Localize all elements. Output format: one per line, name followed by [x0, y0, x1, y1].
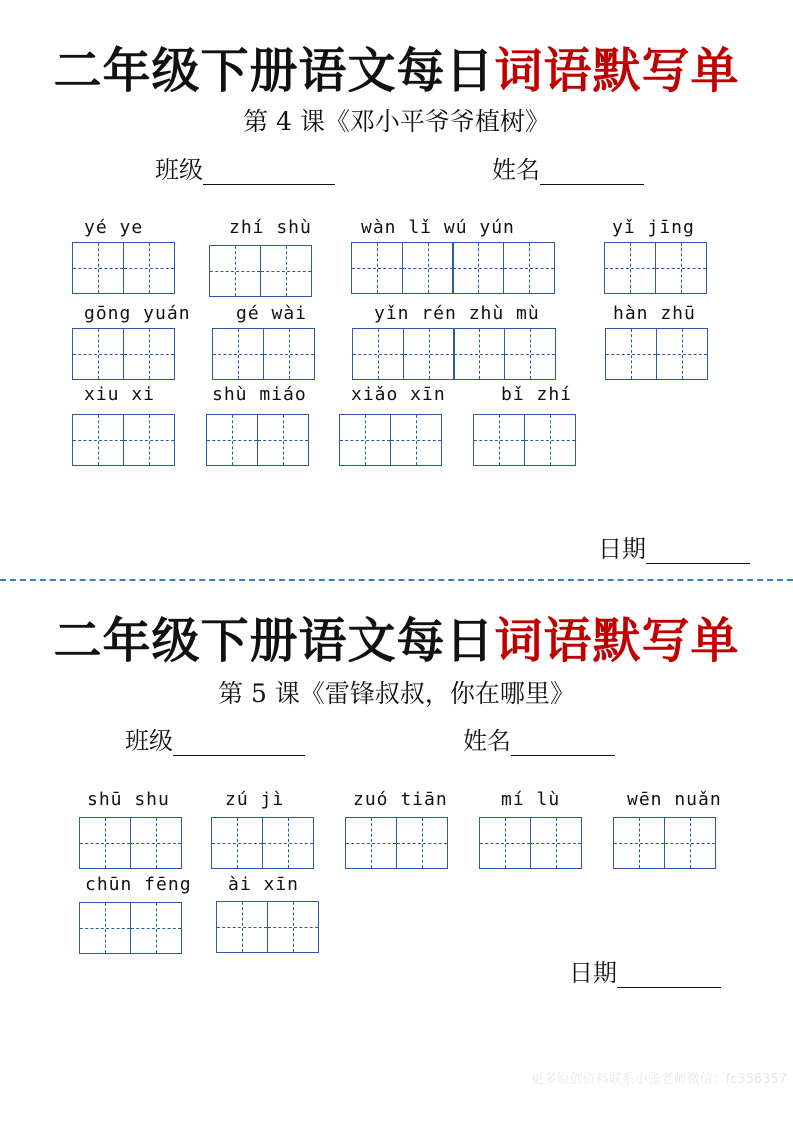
word-pinyin: yǐn rén zhù mù — [374, 303, 540, 324]
word-pinyin: shù miáo — [212, 384, 307, 405]
sheet2-title-red: 词语默写单 — [494, 613, 740, 669]
sheet1-title-black: 二年级下册语文每日 — [53, 43, 495, 99]
sheet2-title-black: 二年级下册语文每日 — [53, 613, 495, 669]
class-label: 班级 — [155, 156, 203, 184]
word-pinyin: gé wài — [236, 303, 308, 324]
sheet1-lesson-title: 第 4 课《邓小平爷爷植树》 — [243, 107, 550, 136]
word-pinyin: hàn zhū — [613, 303, 696, 324]
date-label: 日期 — [598, 535, 646, 563]
writing-grid[interactable] — [206, 414, 309, 466]
writing-grid[interactable] — [72, 328, 175, 380]
sheet1-date-field[interactable] — [598, 534, 750, 570]
writing-grid[interactable] — [72, 414, 175, 466]
sheet2-class-field[interactable] — [125, 726, 305, 762]
name-label: 姓名 — [492, 156, 540, 184]
sheet2-date-field[interactable] — [569, 958, 721, 994]
writing-grid[interactable] — [216, 901, 319, 953]
word-pinyin: shū shu — [87, 789, 170, 810]
word-pinyin: xiu xi — [84, 384, 156, 405]
word-pinyin: ài xīn — [228, 874, 300, 895]
writing-grid[interactable] — [605, 328, 708, 380]
word-pinyin: zú jì — [225, 789, 285, 810]
word-pinyin: xiǎo xīn — [351, 384, 446, 405]
word-pinyin: yǐ jīng — [612, 217, 695, 238]
writing-grid[interactable] — [345, 817, 448, 869]
sheet1-title-red: 词语默写单 — [494, 43, 740, 99]
writing-grid[interactable] — [211, 817, 314, 869]
writing-grid[interactable] — [212, 328, 315, 380]
word-pinyin: chūn fēng — [85, 874, 192, 895]
watermark-text: 更多原创资料联系小张老师微信：fc356357 — [530, 1072, 787, 1087]
writing-grid[interactable] — [351, 242, 555, 294]
writing-grid[interactable] — [604, 242, 707, 294]
word-pinyin: wàn lǐ wú yún — [361, 217, 515, 238]
sheet1-name-field[interactable] — [492, 155, 644, 191]
date-label: 日期 — [569, 959, 617, 987]
word-pinyin: bǐ zhí — [501, 384, 573, 405]
page-divider — [0, 579, 793, 581]
sheet1-class-field[interactable] — [155, 155, 335, 191]
writing-grid[interactable] — [339, 414, 442, 466]
writing-grid[interactable] — [613, 817, 716, 869]
word-pinyin: zuó tiān — [353, 789, 448, 810]
sheet1-title — [0, 32, 793, 101]
name-label: 姓名 — [463, 727, 511, 755]
sheet2-title — [0, 602, 793, 671]
word-pinyin: yé ye — [84, 217, 144, 238]
class-label: 班级 — [125, 727, 173, 755]
writing-grid[interactable] — [72, 242, 175, 294]
word-pinyin: mí lù — [501, 789, 561, 810]
sheet2-lesson-title: 第 5 课《雷锋叔叔，你在哪里》 — [218, 679, 575, 708]
word-pinyin: zhí shù — [229, 217, 312, 238]
writing-grid[interactable] — [473, 414, 576, 466]
writing-grid[interactable] — [352, 328, 556, 380]
writing-grid[interactable] — [209, 245, 312, 297]
sheet2-name-field[interactable] — [463, 726, 615, 762]
writing-grid[interactable] — [79, 817, 182, 869]
word-pinyin: wēn nuǎn — [627, 789, 722, 810]
writing-grid[interactable] — [79, 902, 182, 954]
writing-grid[interactable] — [479, 817, 582, 869]
word-pinyin: gōng yuán — [84, 303, 191, 324]
